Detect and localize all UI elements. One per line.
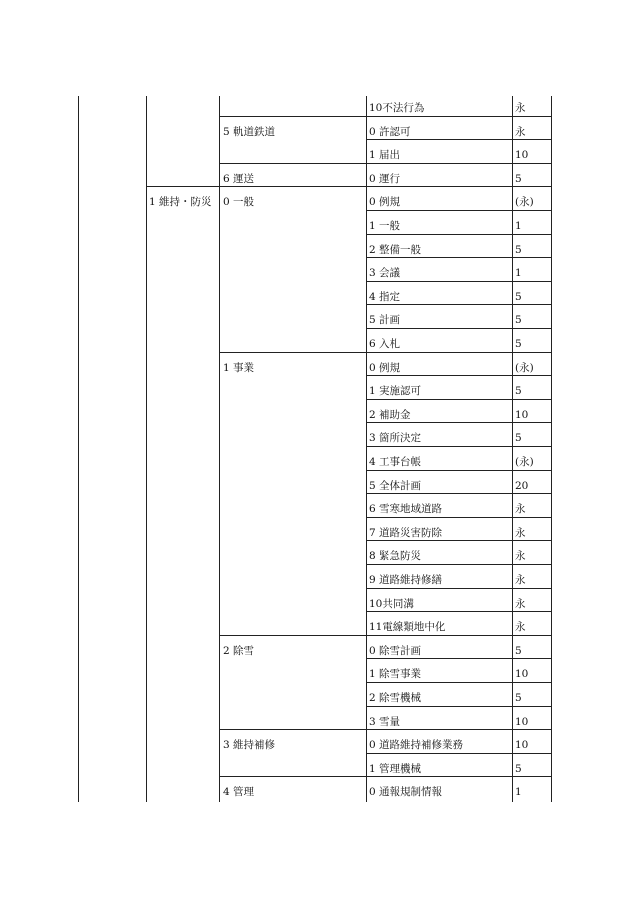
row-rule xyxy=(219,116,551,117)
cell-col4: 0 例規 xyxy=(369,361,401,374)
column-rule-2 xyxy=(219,96,220,802)
cell-col5: 永 xyxy=(515,550,526,563)
cell-col5: 永 xyxy=(515,526,526,539)
cell-col3: 6 運送 xyxy=(223,172,255,185)
cell-col5: (永) xyxy=(515,196,534,209)
row-rule xyxy=(366,588,551,589)
cell-col5: 10 xyxy=(515,715,529,728)
cell-col4: 6 入札 xyxy=(369,338,401,350)
cell-col5: 永 xyxy=(515,503,526,516)
cell-col5: 1 xyxy=(515,220,522,232)
cell-col4: 5 計画 xyxy=(369,314,401,327)
row-rule xyxy=(366,210,551,211)
cell-col4: 3 雪量 xyxy=(369,715,401,728)
row-rule xyxy=(366,139,551,140)
cell-col5: 5 xyxy=(515,243,522,256)
cell-col3: 0 一般 xyxy=(223,196,255,209)
cell-col5: 10 xyxy=(515,739,529,752)
row-rule xyxy=(219,776,551,777)
cell-col5: 永 xyxy=(515,621,526,634)
cell-col4: 3 会議 xyxy=(369,267,401,280)
row-rule xyxy=(366,611,551,612)
cell-col5: (永) xyxy=(515,456,534,468)
cell-col4: 0 例規 xyxy=(369,196,401,209)
row-rule xyxy=(366,753,551,754)
row-rule xyxy=(219,729,551,730)
cell-col3: 5 軌道鉄道 xyxy=(223,125,276,138)
cell-col4: 0 許認可 xyxy=(369,125,411,138)
cell-col3: 1 事業 xyxy=(223,361,255,374)
row-rule xyxy=(366,257,551,258)
column-rule-1 xyxy=(146,96,147,802)
cell-col5: 10 xyxy=(515,668,529,681)
cell-col3: 3 維持補修 xyxy=(223,739,276,752)
cell-col4: 1 管理機械 xyxy=(369,762,422,775)
row-rule xyxy=(366,470,551,471)
row-rule xyxy=(366,540,551,541)
cell-col4: 11電線類地中化 xyxy=(369,621,446,634)
cell-col2: 1 維持・防災 xyxy=(149,196,212,209)
cell-col3: 4 管理 xyxy=(223,786,255,799)
cell-col4: 0 通報規制情報 xyxy=(369,786,443,799)
row-rule xyxy=(219,635,551,636)
row-rule xyxy=(366,328,551,329)
column-rule-0 xyxy=(78,96,79,802)
cell-col5: 5 xyxy=(515,314,522,327)
cell-col5: 5 xyxy=(515,338,522,350)
cell-col4: 5 全体計画 xyxy=(369,479,422,492)
cell-col5: 永 xyxy=(515,125,526,138)
row-rule xyxy=(219,163,551,164)
cell-col5: 5 xyxy=(515,290,522,303)
cell-col5: 20 xyxy=(515,479,529,492)
cell-col5: 永 xyxy=(515,574,526,586)
cell-col5: 永 xyxy=(515,597,526,610)
cell-col4: 2 補助金 xyxy=(369,408,411,421)
cell-col4: 10不法行為 xyxy=(369,102,425,114)
row-rule xyxy=(366,281,551,282)
cell-col5: 5 xyxy=(515,172,522,185)
row-rule xyxy=(366,399,551,400)
cell-col5: 5 xyxy=(515,385,522,398)
cell-col4: 1 一般 xyxy=(369,220,401,232)
row-rule xyxy=(366,706,551,707)
cell-col5: 5 xyxy=(515,644,522,657)
cell-col4: 4 工事台帳 xyxy=(369,456,422,468)
row-rule xyxy=(219,352,551,353)
cell-col4: 1 届出 xyxy=(369,149,401,162)
cell-col4: 8 緊急防災 xyxy=(369,550,422,563)
row-rule xyxy=(366,422,551,423)
row-rule xyxy=(366,682,551,683)
cell-col5: 10 xyxy=(515,408,529,421)
cell-col5: (永) xyxy=(515,361,534,374)
cell-col4: 9 道路維持修繕 xyxy=(369,574,443,586)
cell-col5: 永 xyxy=(515,102,526,114)
row-rule xyxy=(146,186,551,187)
cell-col4: 1 実施認可 xyxy=(369,385,422,398)
cell-col4: 0 道路維持補修業務 xyxy=(369,739,464,752)
cell-col4: 2 除雪機械 xyxy=(369,692,422,704)
cell-col5: 1 xyxy=(515,267,522,280)
cell-col4: 7 道路災害防除 xyxy=(369,526,443,539)
cell-col4: 0 除雪計画 xyxy=(369,644,422,657)
row-rule xyxy=(366,375,551,376)
cell-col3: 2 除雪 xyxy=(223,644,255,657)
cell-col4: 3 箇所決定 xyxy=(369,432,422,445)
row-rule xyxy=(366,658,551,659)
row-rule xyxy=(366,493,551,494)
row-rule xyxy=(366,234,551,235)
column-rule-4 xyxy=(512,96,513,802)
cell-col4: 6 雪寒地域道路 xyxy=(369,503,443,516)
cell-col4: 4 指定 xyxy=(369,290,401,303)
cell-col5: 5 xyxy=(515,692,522,704)
cell-col5: 5 xyxy=(515,432,522,445)
column-rule-3 xyxy=(366,96,367,802)
row-rule xyxy=(366,564,551,565)
row-rule xyxy=(366,446,551,447)
cell-col4: 0 運行 xyxy=(369,172,401,185)
cell-col4: 10共同溝 xyxy=(369,597,414,610)
row-rule xyxy=(366,304,551,305)
column-rule-5 xyxy=(551,96,552,802)
cell-col5: 10 xyxy=(515,149,529,162)
cell-col5: 1 xyxy=(515,786,522,799)
cell-col5: 5 xyxy=(515,762,522,775)
row-rule xyxy=(366,517,551,518)
cell-col4: 1 除雪事業 xyxy=(369,668,422,681)
cell-col4: 2 整備一般 xyxy=(369,243,422,256)
